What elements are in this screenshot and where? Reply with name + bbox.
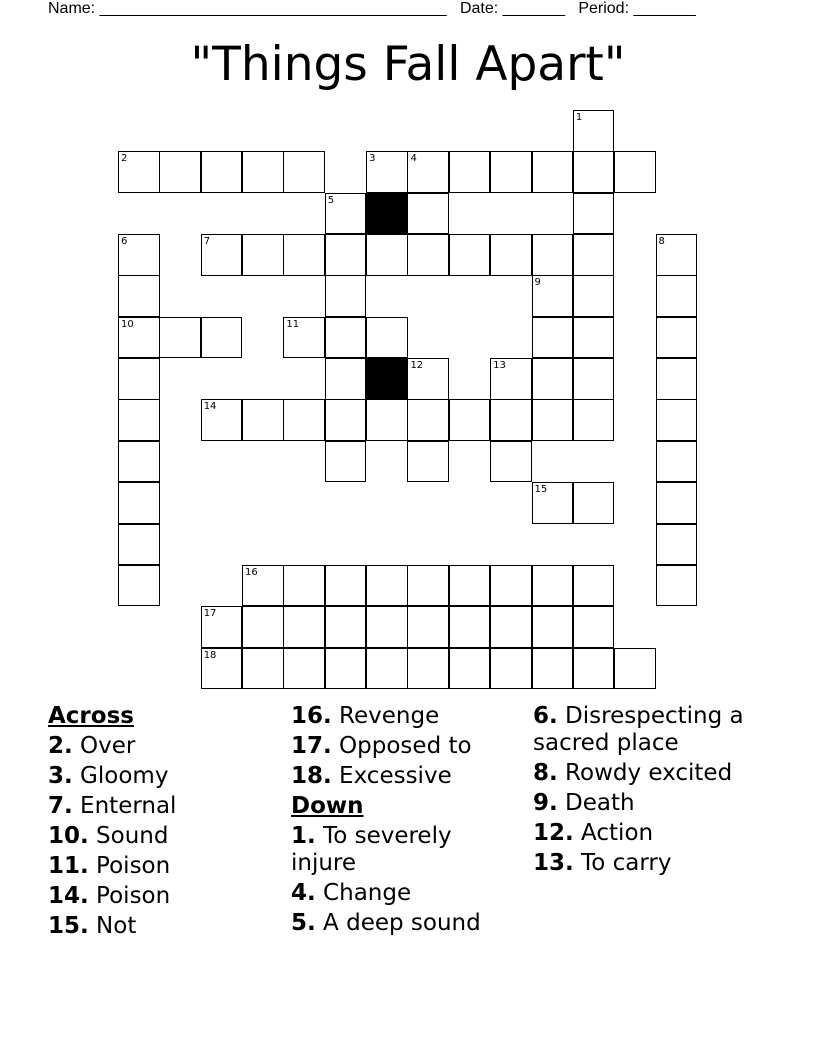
grid-cell[interactable] bbox=[573, 399, 615, 441]
grid-cell[interactable] bbox=[490, 399, 532, 441]
date-blank[interactable]: _______ bbox=[502, 0, 565, 17]
clue-number: 13. bbox=[533, 850, 574, 876]
grid-cell[interactable] bbox=[532, 275, 574, 317]
grid-cell[interactable] bbox=[490, 565, 532, 607]
grid-cell[interactable] bbox=[573, 193, 615, 235]
grid-cell[interactable] bbox=[242, 151, 284, 193]
cell-number: 17 bbox=[203, 608, 217, 620]
grid-cell[interactable] bbox=[325, 358, 367, 400]
grid-cell[interactable] bbox=[532, 234, 574, 276]
clue-item bbox=[291, 733, 521, 760]
grid-cell[interactable] bbox=[490, 234, 532, 276]
grid-cell[interactable] bbox=[573, 358, 615, 400]
clue-text: Death bbox=[557, 790, 635, 816]
grid-cell[interactable] bbox=[201, 234, 243, 276]
clue-number: 14. bbox=[48, 883, 89, 909]
grid-cell[interactable] bbox=[449, 648, 491, 690]
grid-cell[interactable] bbox=[366, 648, 408, 690]
grid-cell[interactable] bbox=[656, 524, 698, 566]
grid-cell[interactable] bbox=[283, 565, 325, 607]
grid-cell[interactable] bbox=[118, 565, 160, 607]
grid-cell[interactable] bbox=[325, 275, 367, 317]
grid-cell[interactable] bbox=[449, 234, 491, 276]
clue-text: Rowdy excited bbox=[557, 760, 733, 786]
clue-column-2 bbox=[291, 703, 521, 940]
grid-cell[interactable] bbox=[532, 648, 574, 690]
clue-number: 3. bbox=[48, 763, 73, 789]
grid-cell[interactable] bbox=[656, 441, 698, 483]
grid-cell[interactable] bbox=[449, 606, 491, 648]
clue-number: 4. bbox=[291, 880, 316, 906]
clue-number: 7. bbox=[48, 793, 73, 819]
clue-number: 17. bbox=[291, 733, 332, 759]
grid-cell[interactable] bbox=[407, 151, 449, 193]
clue-item bbox=[48, 853, 278, 880]
clue-text: Revenge bbox=[331, 703, 440, 729]
grid-cell[interactable] bbox=[325, 441, 367, 483]
clue-item bbox=[533, 703, 763, 757]
grid-cell[interactable] bbox=[118, 358, 160, 400]
name-blank[interactable]: _______________________________________ bbox=[99, 0, 447, 17]
grid-cell[interactable] bbox=[490, 441, 532, 483]
grid-cell[interactable] bbox=[366, 317, 408, 359]
clue-heading-down: Down bbox=[291, 793, 364, 819]
clue-item bbox=[48, 793, 278, 820]
grid-cell[interactable] bbox=[325, 234, 367, 276]
grid-cell[interactable] bbox=[532, 482, 574, 524]
clue-number: 1. bbox=[291, 823, 316, 849]
cell-number: 1 bbox=[575, 112, 583, 123]
grid-cell[interactable] bbox=[656, 317, 698, 359]
clue-item bbox=[533, 790, 763, 817]
clue-item bbox=[291, 823, 521, 877]
grid-cell[interactable] bbox=[242, 565, 284, 607]
grid-cell[interactable] bbox=[118, 441, 160, 483]
grid-cell[interactable] bbox=[325, 565, 367, 607]
clue-text: To severely injure bbox=[291, 823, 452, 876]
grid-cell[interactable] bbox=[573, 317, 615, 359]
grid-cell[interactable] bbox=[201, 151, 243, 193]
cell-number: 12 bbox=[410, 360, 424, 372]
grid-cell[interactable] bbox=[573, 110, 615, 152]
cell-number: 2 bbox=[121, 153, 128, 165]
cell-number: 5 bbox=[327, 194, 335, 206]
grid-cell[interactable] bbox=[118, 482, 160, 524]
grid-cell[interactable] bbox=[449, 399, 491, 441]
cell-number: 4 bbox=[410, 153, 417, 165]
clue-number: 5. bbox=[291, 910, 316, 936]
grid-cell[interactable] bbox=[283, 606, 325, 648]
clue-number: 6. bbox=[533, 703, 558, 729]
clue-text: Excessive bbox=[331, 763, 452, 789]
grid-cell[interactable] bbox=[242, 648, 284, 690]
grid-cell[interactable] bbox=[407, 234, 449, 276]
grid-cell[interactable] bbox=[614, 151, 656, 193]
period-label: Period: bbox=[578, 0, 630, 17]
clue-text: Sound bbox=[88, 823, 169, 849]
grid-cell[interactable] bbox=[325, 399, 367, 441]
clue-item bbox=[533, 850, 763, 877]
period-blank[interactable]: _______ bbox=[633, 0, 696, 17]
grid-cell[interactable] bbox=[366, 565, 408, 607]
cell-number: 6 bbox=[121, 236, 128, 248]
grid-cell[interactable] bbox=[118, 524, 160, 566]
grid-cell[interactable] bbox=[201, 648, 243, 690]
grid-cell[interactable] bbox=[573, 482, 615, 524]
clue-item bbox=[291, 880, 521, 907]
grid-cell[interactable] bbox=[532, 317, 574, 359]
cell-number: 15 bbox=[534, 484, 548, 496]
clue-number: 15. bbox=[48, 913, 89, 939]
clue-number: 18. bbox=[291, 763, 332, 789]
grid-cell[interactable] bbox=[532, 399, 574, 441]
grid-cell[interactable] bbox=[656, 358, 698, 400]
clue-item bbox=[48, 913, 278, 940]
clue-item bbox=[48, 823, 278, 850]
clue-item bbox=[291, 703, 521, 730]
grid-cell[interactable] bbox=[490, 606, 532, 648]
grid-cell[interactable] bbox=[532, 565, 574, 607]
grid-cell[interactable] bbox=[407, 648, 449, 690]
grid-cell[interactable] bbox=[449, 565, 491, 607]
grid-cell[interactable] bbox=[283, 317, 325, 359]
grid-cell[interactable] bbox=[656, 275, 698, 317]
grid-cell[interactable] bbox=[242, 234, 284, 276]
grid-cell[interactable] bbox=[407, 399, 449, 441]
grid-cell[interactable] bbox=[283, 399, 325, 441]
clue-item bbox=[48, 763, 278, 790]
grid-cell[interactable] bbox=[325, 317, 367, 359]
grid-cell[interactable] bbox=[532, 151, 574, 193]
grid-cell[interactable] bbox=[242, 606, 284, 648]
grid-cell[interactable] bbox=[118, 399, 160, 441]
clue-number: 8. bbox=[533, 760, 558, 786]
cell-number: 14 bbox=[203, 401, 217, 413]
clue-text: Not bbox=[88, 913, 137, 939]
grid-cell[interactable] bbox=[656, 234, 698, 276]
clue-text: Poison bbox=[88, 853, 171, 879]
grid-cell[interactable] bbox=[118, 317, 160, 359]
grid-cell[interactable] bbox=[159, 151, 201, 193]
grid-cell[interactable] bbox=[407, 565, 449, 607]
clue-text: Opposed to bbox=[331, 733, 472, 759]
grid-cell[interactable] bbox=[325, 648, 367, 690]
date-label: Date: bbox=[459, 0, 499, 17]
clue-number: 12. bbox=[533, 820, 574, 846]
clue-text: Disrespecting a sacred place bbox=[533, 703, 744, 756]
cell-number: 8 bbox=[658, 236, 665, 248]
grid-cell[interactable] bbox=[201, 606, 243, 648]
grid-cell[interactable] bbox=[201, 399, 243, 441]
grid-cell[interactable] bbox=[490, 358, 532, 400]
cell-number: 11 bbox=[286, 318, 300, 330]
clue-text: To carry bbox=[573, 850, 672, 876]
cell-number: 3 bbox=[369, 153, 376, 165]
grid-cell[interactable] bbox=[407, 606, 449, 648]
grid-cell[interactable] bbox=[573, 648, 615, 690]
grid-cell[interactable] bbox=[366, 151, 408, 193]
cell-number: 10 bbox=[121, 318, 134, 330]
cell-number: 13 bbox=[493, 360, 506, 372]
grid-cell[interactable] bbox=[325, 193, 367, 235]
clue-item bbox=[48, 733, 278, 760]
grid-cell[interactable] bbox=[242, 399, 284, 441]
clue-text: Gloomy bbox=[72, 763, 169, 789]
clue-column-3 bbox=[533, 703, 763, 880]
clue-heading-across: Across bbox=[48, 703, 134, 729]
clue-number: 9. bbox=[533, 790, 558, 816]
grid-cell[interactable] bbox=[366, 606, 408, 648]
clue-column-1 bbox=[48, 703, 278, 943]
clue-text: Over bbox=[72, 733, 136, 759]
clue-text: Action bbox=[573, 820, 654, 846]
clue-number: 10. bbox=[48, 823, 89, 849]
cell-number: 7 bbox=[203, 236, 211, 248]
grid-cell[interactable] bbox=[118, 234, 160, 276]
grid-cell[interactable] bbox=[449, 151, 491, 193]
grid-cell[interactable] bbox=[283, 648, 325, 690]
grid-cell[interactable] bbox=[532, 358, 574, 400]
grid-cell[interactable] bbox=[407, 358, 449, 400]
grid-block-cell bbox=[366, 193, 408, 235]
clue-item bbox=[291, 763, 521, 790]
grid-cell[interactable] bbox=[573, 606, 615, 648]
cell-number: 16 bbox=[245, 566, 258, 578]
grid-cell[interactable] bbox=[614, 648, 656, 690]
cell-number: 9 bbox=[534, 277, 541, 289]
clue-item bbox=[533, 820, 763, 847]
clue-text: A deep sound bbox=[315, 910, 481, 936]
grid-cell[interactable] bbox=[656, 399, 698, 441]
grid-cell[interactable] bbox=[325, 606, 367, 648]
grid-cell[interactable] bbox=[656, 565, 698, 607]
clue-number: 11. bbox=[48, 853, 89, 879]
grid-cell[interactable] bbox=[573, 151, 615, 193]
grid-cell[interactable] bbox=[118, 275, 160, 317]
grid-cell[interactable] bbox=[366, 399, 408, 441]
clue-text: Enternal bbox=[72, 793, 177, 819]
cell-number: 18 bbox=[203, 649, 217, 661]
grid-cell[interactable] bbox=[159, 317, 201, 359]
clue-number: 2. bbox=[48, 733, 73, 759]
grid-cell[interactable] bbox=[532, 606, 574, 648]
clue-text: Poison bbox=[88, 883, 171, 909]
grid-cell[interactable] bbox=[573, 275, 615, 317]
clue-item bbox=[291, 910, 521, 937]
grid-cell[interactable] bbox=[283, 151, 325, 193]
puzzle-title: "Things Fall Apart" bbox=[190, 37, 626, 92]
name-label: Name: bbox=[48, 0, 96, 17]
grid-cell[interactable] bbox=[201, 317, 243, 359]
clue-item bbox=[533, 760, 763, 787]
grid-cell[interactable] bbox=[490, 648, 532, 690]
clue-item bbox=[48, 883, 278, 910]
grid-block-cell bbox=[366, 358, 408, 400]
grid-cell[interactable] bbox=[573, 234, 615, 276]
clue-number: 16. bbox=[291, 703, 332, 729]
grid-cell[interactable] bbox=[283, 234, 325, 276]
grid-cell[interactable] bbox=[656, 482, 698, 524]
grid-cell[interactable] bbox=[407, 193, 449, 235]
grid-cell[interactable] bbox=[573, 565, 615, 607]
grid-cell[interactable] bbox=[407, 441, 449, 483]
grid-cell[interactable] bbox=[118, 151, 160, 193]
grid-cell[interactable] bbox=[366, 234, 408, 276]
clue-text: Change bbox=[315, 880, 412, 906]
grid-cell[interactable] bbox=[490, 151, 532, 193]
